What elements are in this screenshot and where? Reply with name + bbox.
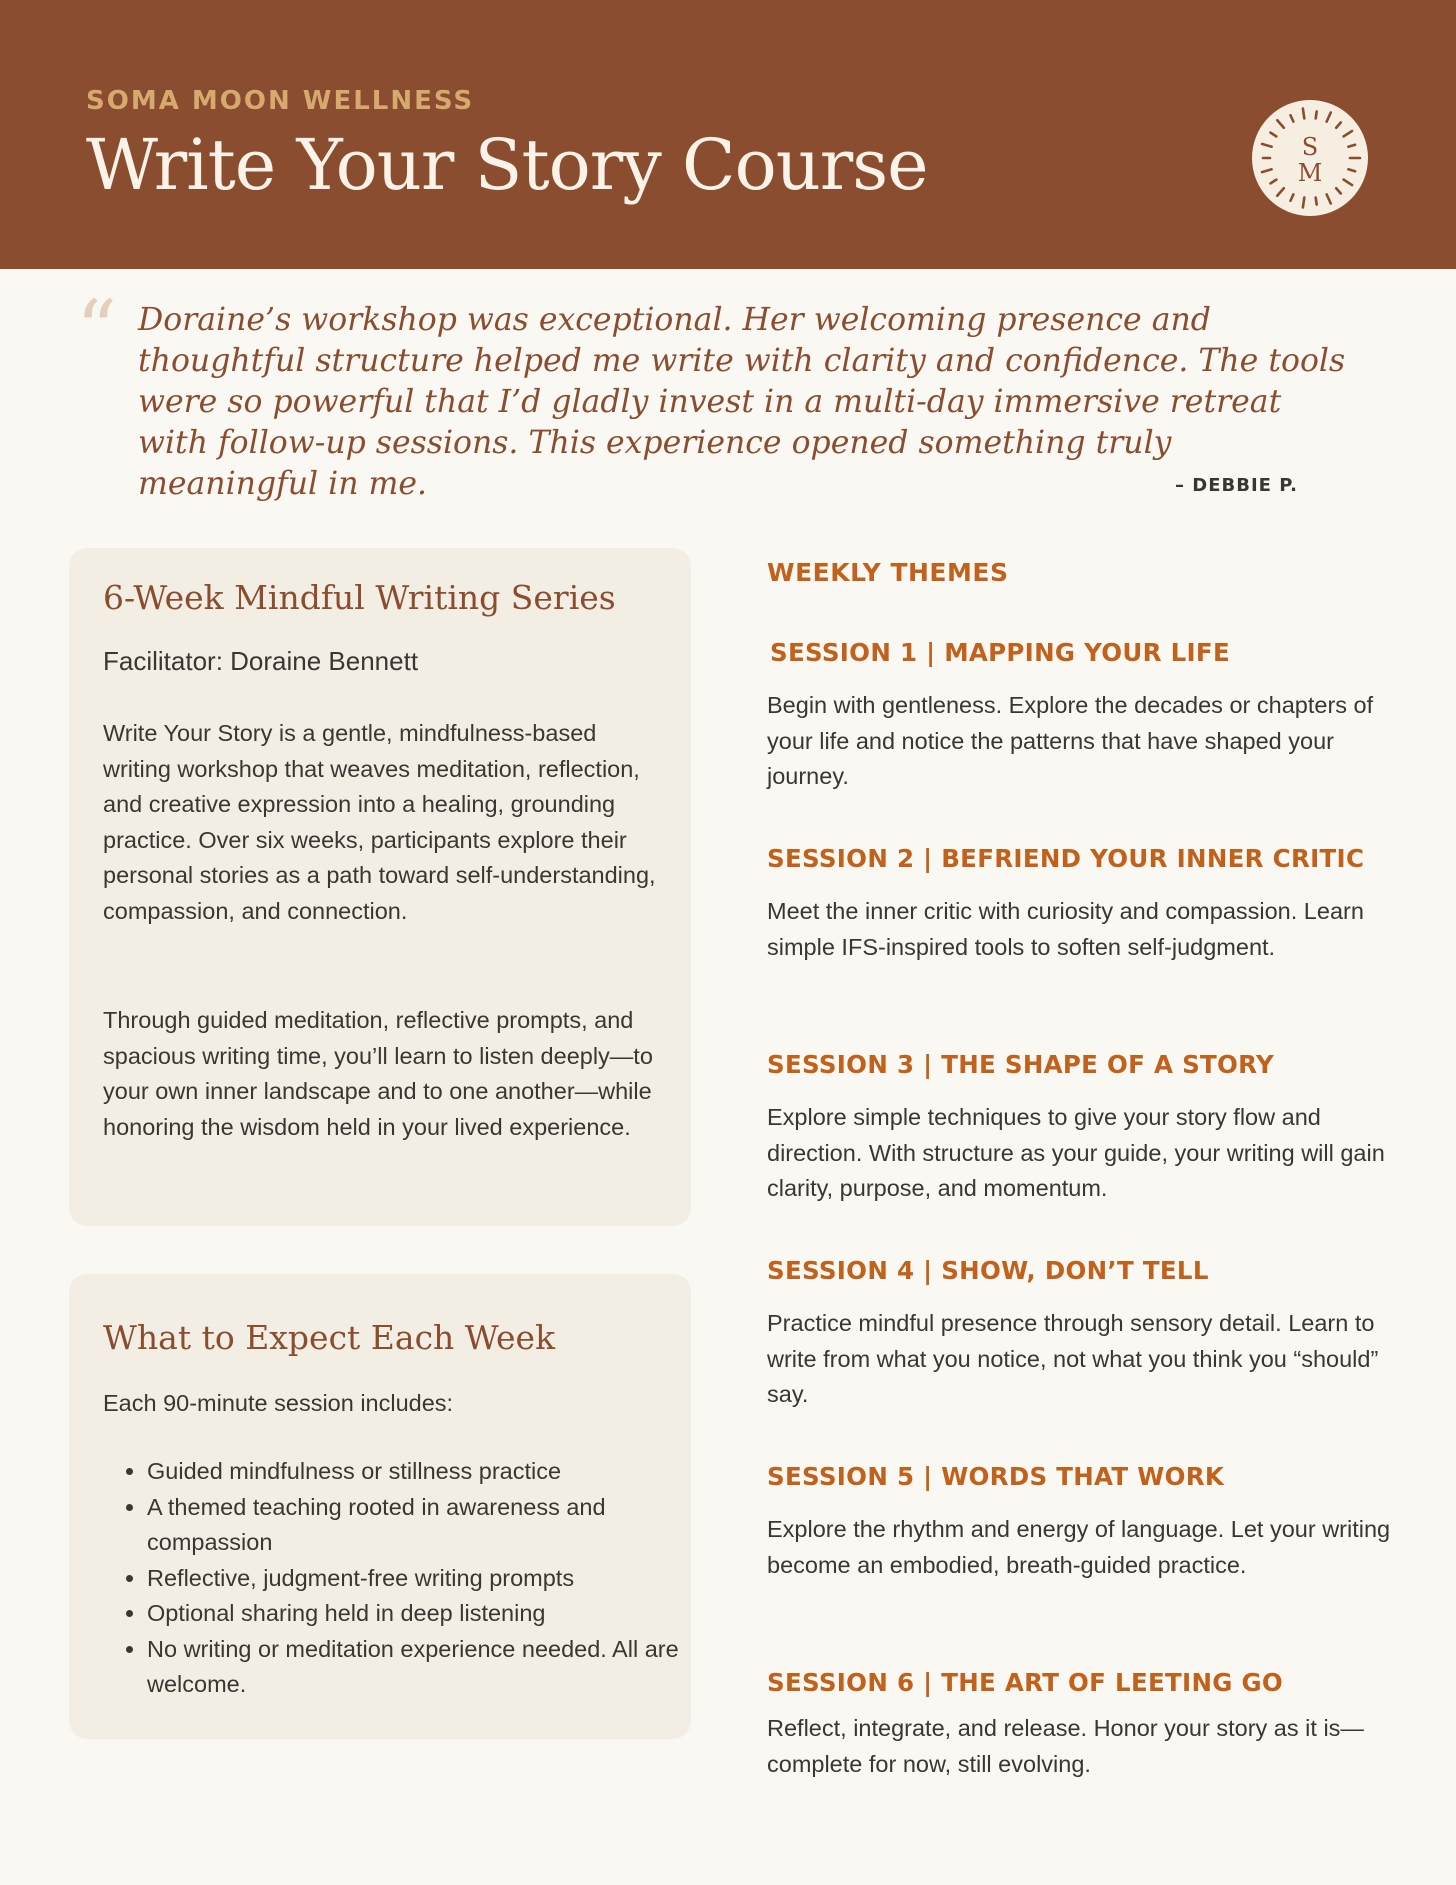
- session-5: [767, 1462, 1407, 1583]
- logo-letter-m: M: [1297, 159, 1323, 187]
- session-description: Begin with gentleness. Explore the decades or chapters of your life and notice the patterns that have shaped your journey.: [767, 692, 1374, 789]
- logo-ray: [1303, 198, 1304, 208]
- logo-ray: [1303, 109, 1304, 119]
- brand-name: SOMA MOON WELLNESS: [86, 86, 475, 116]
- testimonial-quote: Doraine’s workshop was exceptional. Her welcoming presence and thoughtful structure helped me write with clarity and confidence. The tools were so powerful that I’d gladly invest in a multi-day immersive retreat with follow-up sessions. This experience opened something truly meaningful in me.: [138, 302, 1346, 502]
- list-item: • Optional sharing held in deep listening: [147, 1596, 707, 1632]
- expect-card: [69, 1274, 691, 1739]
- session-2: [767, 844, 1407, 965]
- quote-mark-icon: “: [76, 283, 117, 376]
- series-title: 6-Week Mindful Writing Series: [103, 578, 616, 617]
- session-description: Meet the inner critic with curiosity and compassion. Learn simple IFS-inspired tools to soften self-judgment.: [767, 898, 1364, 960]
- expect-intro: Each 90-minute session includes:: [103, 1390, 454, 1416]
- session-6: [767, 1668, 1407, 1782]
- series-description-1: Write Your Story is a gentle, mindfulness-based writing workshop that weaves meditation, reflection, and creative expression into a healing, grounding practice. Over six weeks, participants explore their personal stories as a path toward self-understanding, compassion, and connection.: [103, 720, 656, 924]
- session-title: SESSION 1 | MAPPING YOUR LIFE: [770, 638, 1230, 667]
- logo-ray: [1316, 111, 1317, 118]
- series-card: [69, 548, 691, 1226]
- weekly-themes-heading: WEEKLY THEMES: [767, 558, 1009, 587]
- soma-moon-logo-icon: [1250, 98, 1370, 218]
- list-item: • Reflective, judgment-free writing prompts: [147, 1561, 707, 1597]
- session-3: [767, 1050, 1407, 1207]
- logo-ray: [1316, 198, 1317, 205]
- session-title: SESSION 5 | WORDS THAT WORK: [767, 1462, 1225, 1491]
- session-1: [767, 638, 1407, 795]
- list-item: • Guided mindfulness or stillness practice: [147, 1454, 707, 1490]
- list-item: • A themed teaching rooted in awareness and compassion: [147, 1490, 707, 1561]
- session-description: Explore simple techniques to give your story flow and direction. With structure as your guide, your writing will gain clarity, purpose, and momentum.: [767, 1104, 1385, 1201]
- session-title: SESSION 4 | SHOW, DON’T TELL: [767, 1256, 1209, 1285]
- testimonial-author: – DEBBIE P.: [1175, 475, 1298, 496]
- expect-list: [103, 1454, 707, 1703]
- expect-title: What to Expect Each Week: [103, 1318, 556, 1357]
- logo-letter-s: S: [1301, 133, 1319, 161]
- list-item: • No writing or meditation experience needed. All are welcome.: [147, 1632, 707, 1703]
- series-description-2: Through guided meditation, reflective prompts, and spacious writing time, you’ll learn to listen deeply—to your own inner landscape and to one another—while honoring the wisdom held in your lived experience.: [103, 1007, 653, 1140]
- header-banner: [0, 0, 1456, 269]
- session-description: Practice mindful presence through sensory detail. Learn to write from what you notice, not what you think you “should” say.: [767, 1310, 1379, 1407]
- page-title: Write Your Story Course: [86, 124, 928, 206]
- facilitator-line: Facilitator: Doraine Bennett: [103, 646, 419, 676]
- session-title: SESSION 2 | BEFRIEND YOUR INNER CRITIC: [767, 844, 1365, 873]
- session-title: SESSION 6 | THE ART OF LEETING GO: [767, 1668, 1284, 1697]
- session-description: Explore the rhythm and energy of language. Let your writing become an embodied, breath-guided practice.: [767, 1516, 1391, 1578]
- session-description: Reflect, integrate, and release. Honor your story as it is—complete for now, still evolving.: [767, 1715, 1364, 1777]
- session-4: [767, 1256, 1407, 1413]
- session-title: SESSION 3 | THE SHAPE OF A STORY: [767, 1050, 1275, 1079]
